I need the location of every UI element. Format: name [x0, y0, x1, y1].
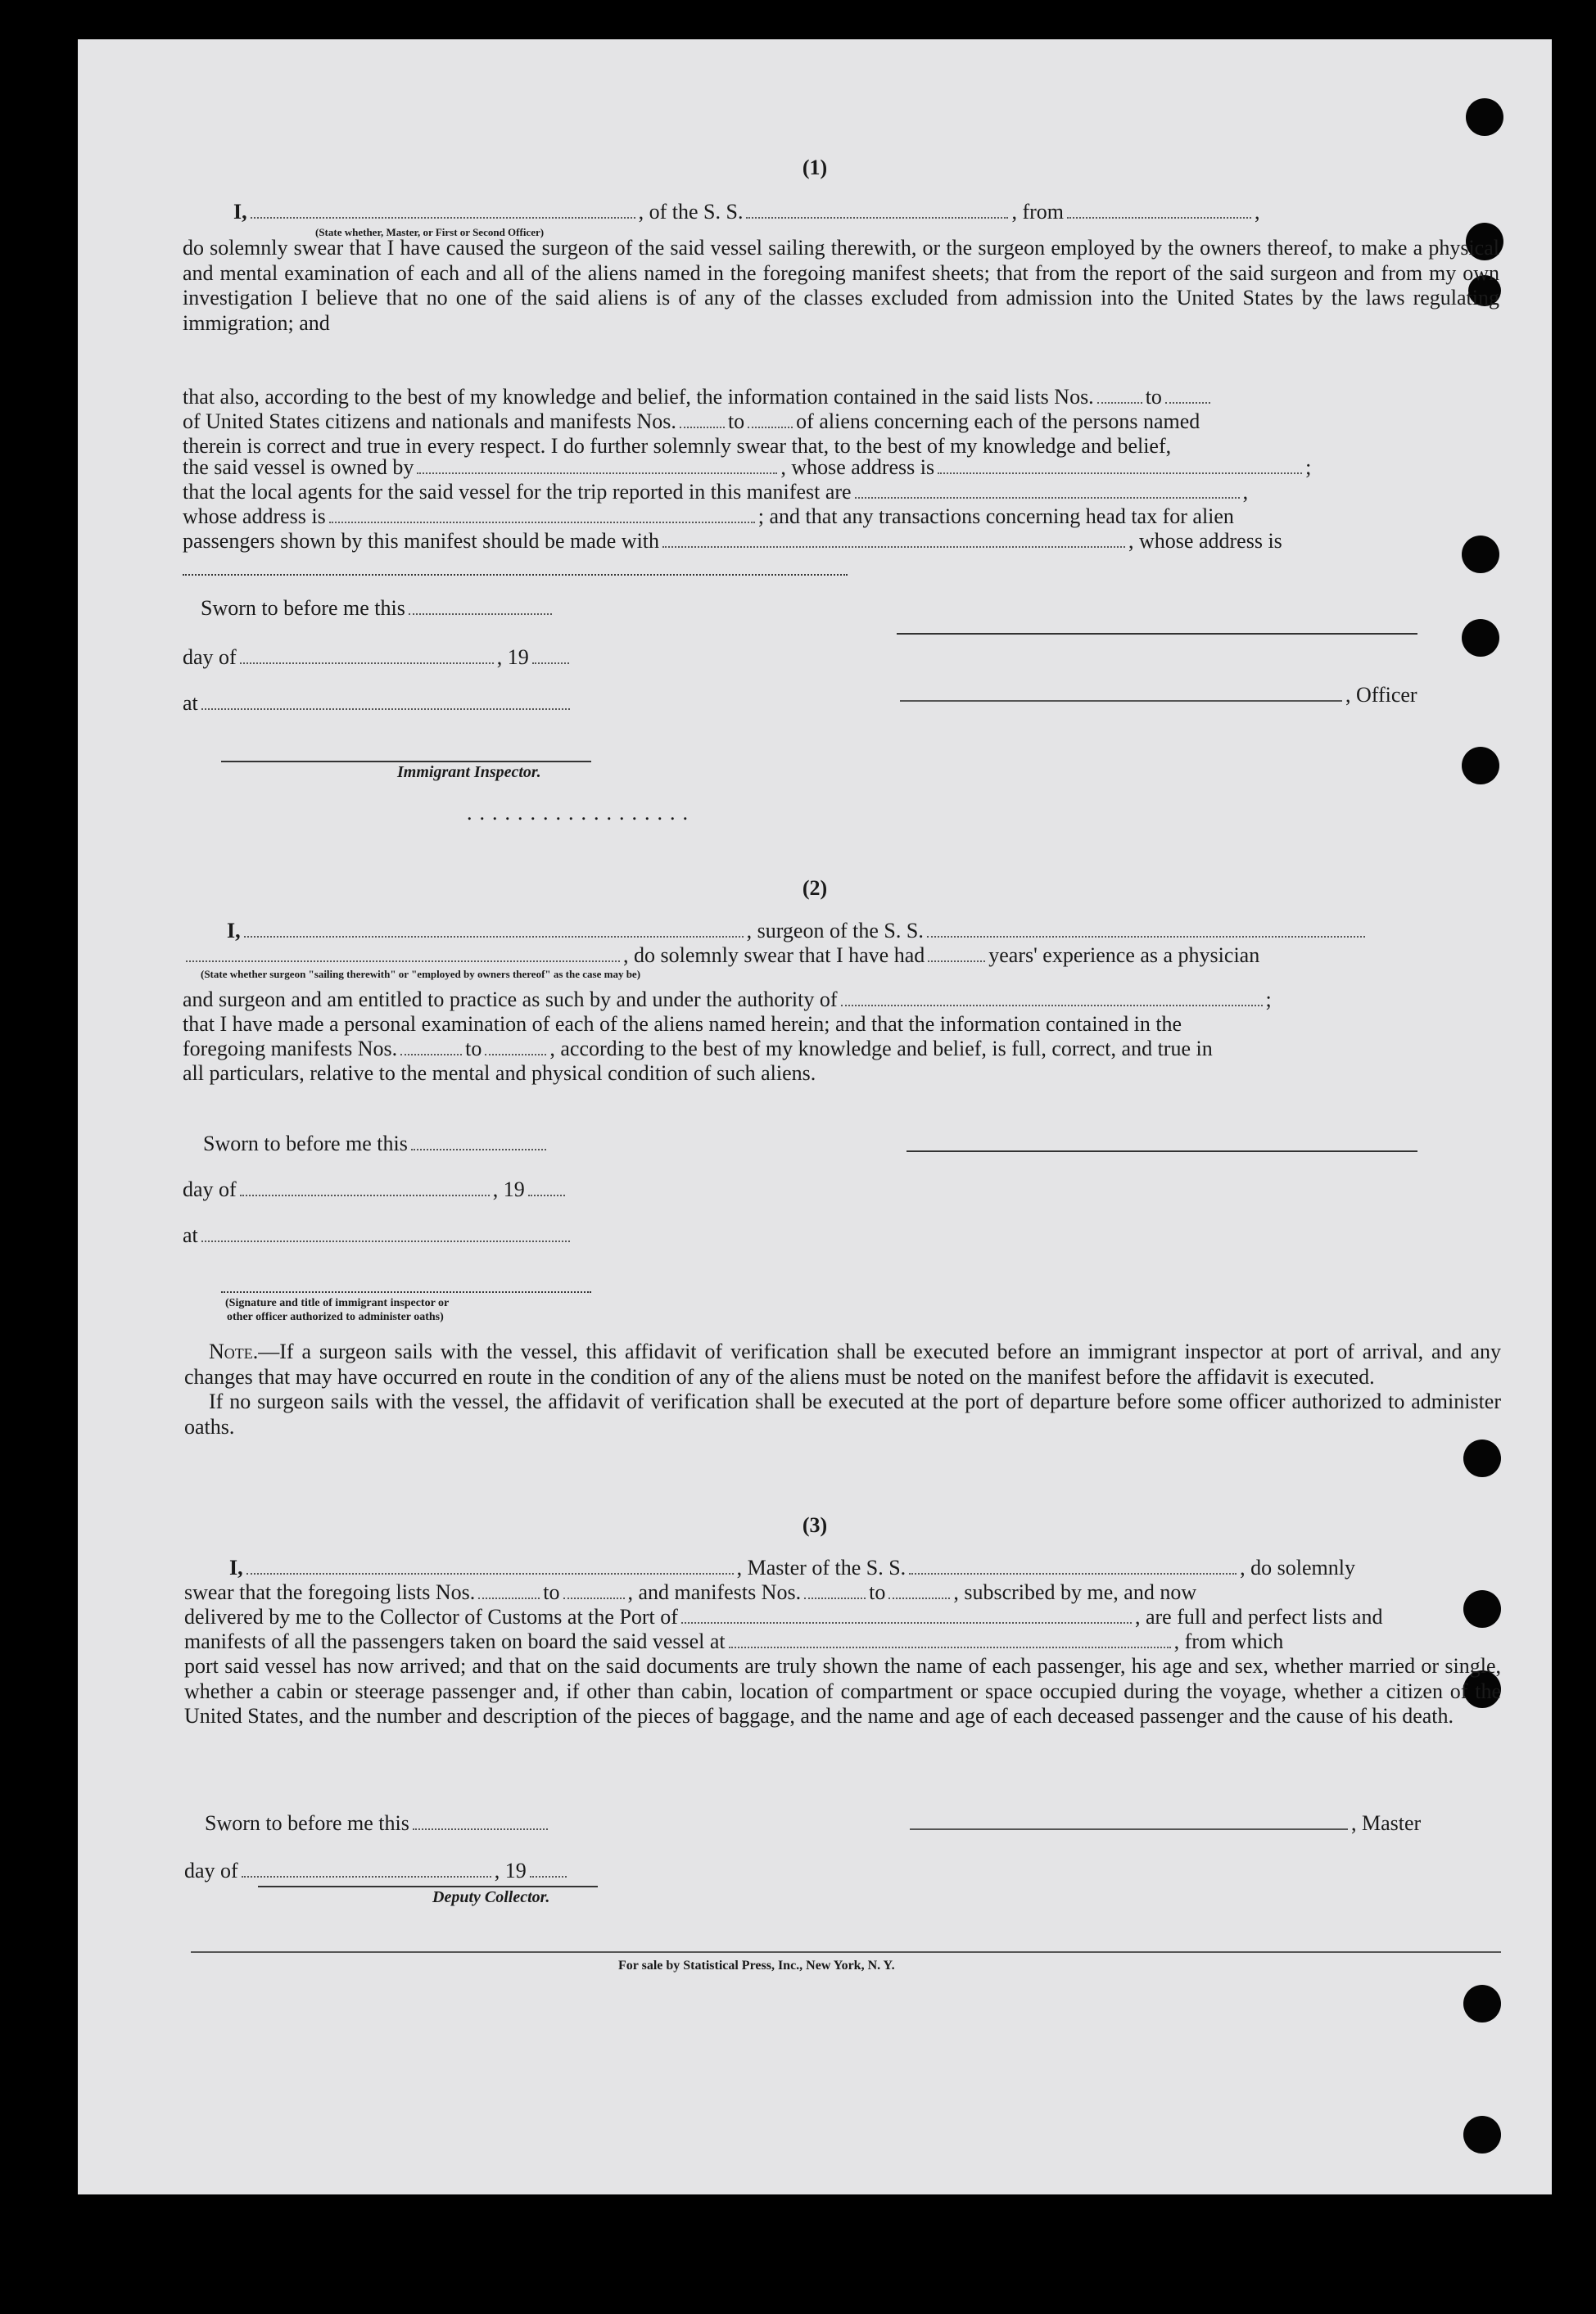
punch-hole: [1462, 619, 1499, 657]
s1-l8-rest: of aliens concerning each of the persons named: [796, 409, 1200, 433]
section-2-number: (2): [802, 876, 828, 900]
s1-l10-text: the said vessel is owned by: [183, 455, 414, 479]
s1-officer: [897, 683, 1417, 707]
s2-note: [184, 1340, 1501, 1439]
s1-year: , 19: [496, 645, 529, 669]
s1-l10-semi: ;: [1305, 455, 1312, 479]
s2-sig-caption-1: (Signature and title of immigrant inspector or: [225, 1297, 450, 1309]
s1-continuation-line: [183, 573, 848, 576]
s3-body: [184, 1654, 1501, 1729]
s2-sig-caption-2: other officer authorized to administer oaths): [227, 1311, 444, 1323]
s1-body-text: do solemnly swear that I have caused the surgeon of the said vessel sailing therewith, or the surgeon employed by the owners thereof, to make a physical and mental examination of each and all of the aliens named in the foregoing manifest sheets; that from the report of the said surgeon and from my own investigation I believe that no one of the said aliens is of any of the classes excluded from admission into the United States by the laws regulating immigration; and: [183, 236, 1499, 335]
s3-line-1: [229, 1556, 1355, 1580]
s1-l13-text: passengers shown by this manifest should be made with: [183, 529, 660, 553]
punch-hole: [1462, 536, 1499, 573]
s2-note-label: Note.: [209, 1340, 259, 1363]
section-3-number: (3): [802, 1513, 828, 1537]
s1-l7-to: to: [1145, 385, 1162, 409]
s2-line-6: all particulars, relative to the mental and physical condition of such aliens.: [183, 1061, 816, 1085]
s3-collector-line: [258, 1885, 598, 1887]
s3-line-4: [184, 1629, 1283, 1654]
s3-l2-to: to: [543, 1580, 560, 1604]
s2-line-2: [183, 943, 1259, 968]
s3-master-text: , Master: [1351, 1811, 1422, 1835]
s1-l1-from: , from: [1011, 200, 1065, 224]
s2-l1-surgeon: , surgeon of the S. S.: [746, 919, 924, 942]
s1-l8-text: of United States citizens and nationals and manifests Nos.: [183, 409, 676, 433]
s1-l8-to: to: [727, 409, 745, 433]
s1-hint: (State whether, Master, or First or Second Officer): [315, 226, 545, 238]
punch-hole: [1463, 2116, 1501, 2154]
s3-dayof: [184, 1859, 570, 1883]
punch-hole: [1463, 1985, 1501, 2022]
s1-line-7: [183, 385, 1214, 409]
s2-sworn: [203, 1132, 549, 1156]
bleed-through-text: [242, 105, 255, 130]
s1-line-12: [183, 504, 1234, 529]
s3-l3-text: delivered by me to the Collector of Customs at the Port of: [184, 1605, 678, 1629]
s3-l2-text: swear that the foregoing lists Nos.: [184, 1580, 476, 1604]
s3-l4-rest: , from which: [1173, 1629, 1284, 1653]
s1-inspector-line: [221, 760, 591, 762]
s2-l2-rest: years' experience as a physician: [988, 943, 1260, 967]
s2-surgeon-sig-line: [907, 1150, 1417, 1152]
s2-l5-text: foregoing manifests Nos.: [183, 1037, 398, 1060]
s1-l12-rest: ; and that any transactions concerning head tax for alien: [757, 504, 1234, 528]
s1-body: [183, 236, 1499, 336]
s3-l1-i: I,: [229, 1556, 243, 1580]
s3-line-3: [184, 1605, 1382, 1629]
s1-l7-text: that also, according to the best of my knowledge and belief, the information contained in the said lists Nos.: [183, 385, 1094, 409]
s2-note-body: —If a surgeon sails with the vessel, this affidavit of verification shall be executed before an immigrant inspector at port of arrival, and any changes that may have occurred en route in the condition of any of the aliens must be noted on the manifest before the affidavit is executed.: [184, 1340, 1501, 1389]
s3-sworn-text: Sworn to before me this: [205, 1811, 409, 1835]
s1-l1-i: I,: [233, 200, 247, 224]
s2-hint: (State whether surgeon "sailing therewith" or "employed by owners thereof" as the case may be): [201, 968, 641, 980]
s2-year: , 19: [492, 1177, 525, 1201]
s2-l2-text: , do solemnly swear that I have had: [623, 943, 925, 967]
s2-inspector-line: [221, 1290, 591, 1293]
punch-hole: [1463, 1439, 1501, 1477]
s2-line-4: that I have made a personal examination of each of the aliens named herein; and that the information contained in the: [183, 1012, 1182, 1036]
footer-imprint: For sale by Statistical Press, Inc., New York, N. Y.: [618, 1959, 895, 1973]
s1-l11-comma: ,: [1242, 480, 1249, 504]
s2-line-3: [183, 988, 1272, 1012]
s3-dayof-text: day of: [184, 1859, 238, 1882]
s1-sworn: [201, 596, 555, 621]
s1-line-1: [233, 200, 1260, 224]
s1-line-10: [183, 455, 1311, 480]
s1-l11-text: that the local agents for the said vessel for the trip reported in this manifest are: [183, 480, 852, 504]
punch-hole: [1463, 1590, 1501, 1628]
s3-l3-rest: , are full and perfect lists and: [1134, 1605, 1383, 1629]
s3-line-2: [184, 1580, 1196, 1605]
s2-sworn-text: Sworn to before me this: [203, 1132, 408, 1155]
s3-sworn: [205, 1811, 551, 1836]
s1-officer-text: , Officer: [1345, 683, 1417, 707]
s2-l3-text: and surgeon and am entitled to practice as such by and under the authority of: [183, 988, 838, 1011]
s2-l1-i: I,: [227, 919, 241, 942]
s3-master: [907, 1811, 1421, 1836]
s2-at-text: at: [183, 1223, 198, 1247]
s1-line-11: [183, 480, 1248, 504]
s2-dayof: [183, 1177, 568, 1202]
s2-line-1: [227, 919, 1368, 943]
punch-hole: [1462, 747, 1499, 784]
s2-at: [183, 1223, 573, 1248]
s1-line-13: [183, 529, 1282, 554]
s3-collector-caption: Deputy Collector.: [432, 1888, 550, 1906]
s1-at: [183, 691, 573, 716]
s1-line-8: [183, 409, 1200, 434]
s3-l2-manifests: , and manifests Nos.: [627, 1580, 802, 1604]
section-1-number: (1): [802, 156, 828, 179]
s1-l1-ss: , of the S. S.: [638, 200, 744, 224]
s1-l12-text: whose address is: [183, 504, 326, 528]
punch-hole: [1466, 98, 1503, 136]
s2-dayof-text: day of: [183, 1177, 237, 1201]
s3-l2-rest: , subscribed by me, and now: [953, 1580, 1197, 1604]
s1-officer-line-top: [897, 632, 1417, 635]
s1-l10-addr: , whose address is: [780, 455, 935, 479]
s3-body-text: port said vessel has now arrived; and that on the said documents are truly shown the name of each passenger, his age and sex, whether married or single, whether a cabin or steerage passenger and, if other than cabin, location of compartment or space occupied during the voyage, whether a citizen of the United States, and the number and description of the pieces of baggage, and the name and age of each deceased passenger and the cause of his death.: [184, 1654, 1501, 1728]
footer-rule: [191, 1950, 1501, 1953]
document-page: [78, 39, 1552, 2194]
s1-l1-comma: ,: [1255, 200, 1260, 224]
s1-dayof: [183, 645, 572, 670]
s2-l3-semi: ;: [1265, 988, 1272, 1011]
s3-l2-to2: to: [869, 1580, 886, 1604]
s3-year: , 19: [494, 1859, 527, 1882]
s2-l5-to: to: [465, 1037, 482, 1060]
s2-line-5: [183, 1037, 1213, 1061]
s1-inspector-caption: Immigrant Inspector.: [397, 763, 541, 781]
s3-l4-text: manifests of all the passengers taken on board the said vessel at: [184, 1629, 726, 1653]
s3-l1-rest: , do solemnly: [1240, 1556, 1356, 1580]
s2-l5-rest: , according to the best of my knowledge and belief, is full, correct, and true in: [549, 1037, 1213, 1060]
s1-line-9: therein is correct and true in every respect. I do further solemnly swear that, to the best of my knowledge and belief,: [183, 434, 1172, 458]
s1-sworn-text: Sworn to before me this: [201, 596, 405, 620]
s1-dotted-separator: ..................: [467, 801, 695, 825]
s1-at-text: at: [183, 691, 198, 715]
s3-l1-master: , Master of the S. S.: [736, 1556, 907, 1580]
s1-l13-rest: , whose address is: [1128, 529, 1282, 553]
s1-dayof-text: day of: [183, 645, 237, 669]
s2-note-2: If no surgeon sails with the vessel, the affidavit of verification shall be executed at the port of departure before some officer authorized to administer oaths.: [184, 1390, 1501, 1439]
